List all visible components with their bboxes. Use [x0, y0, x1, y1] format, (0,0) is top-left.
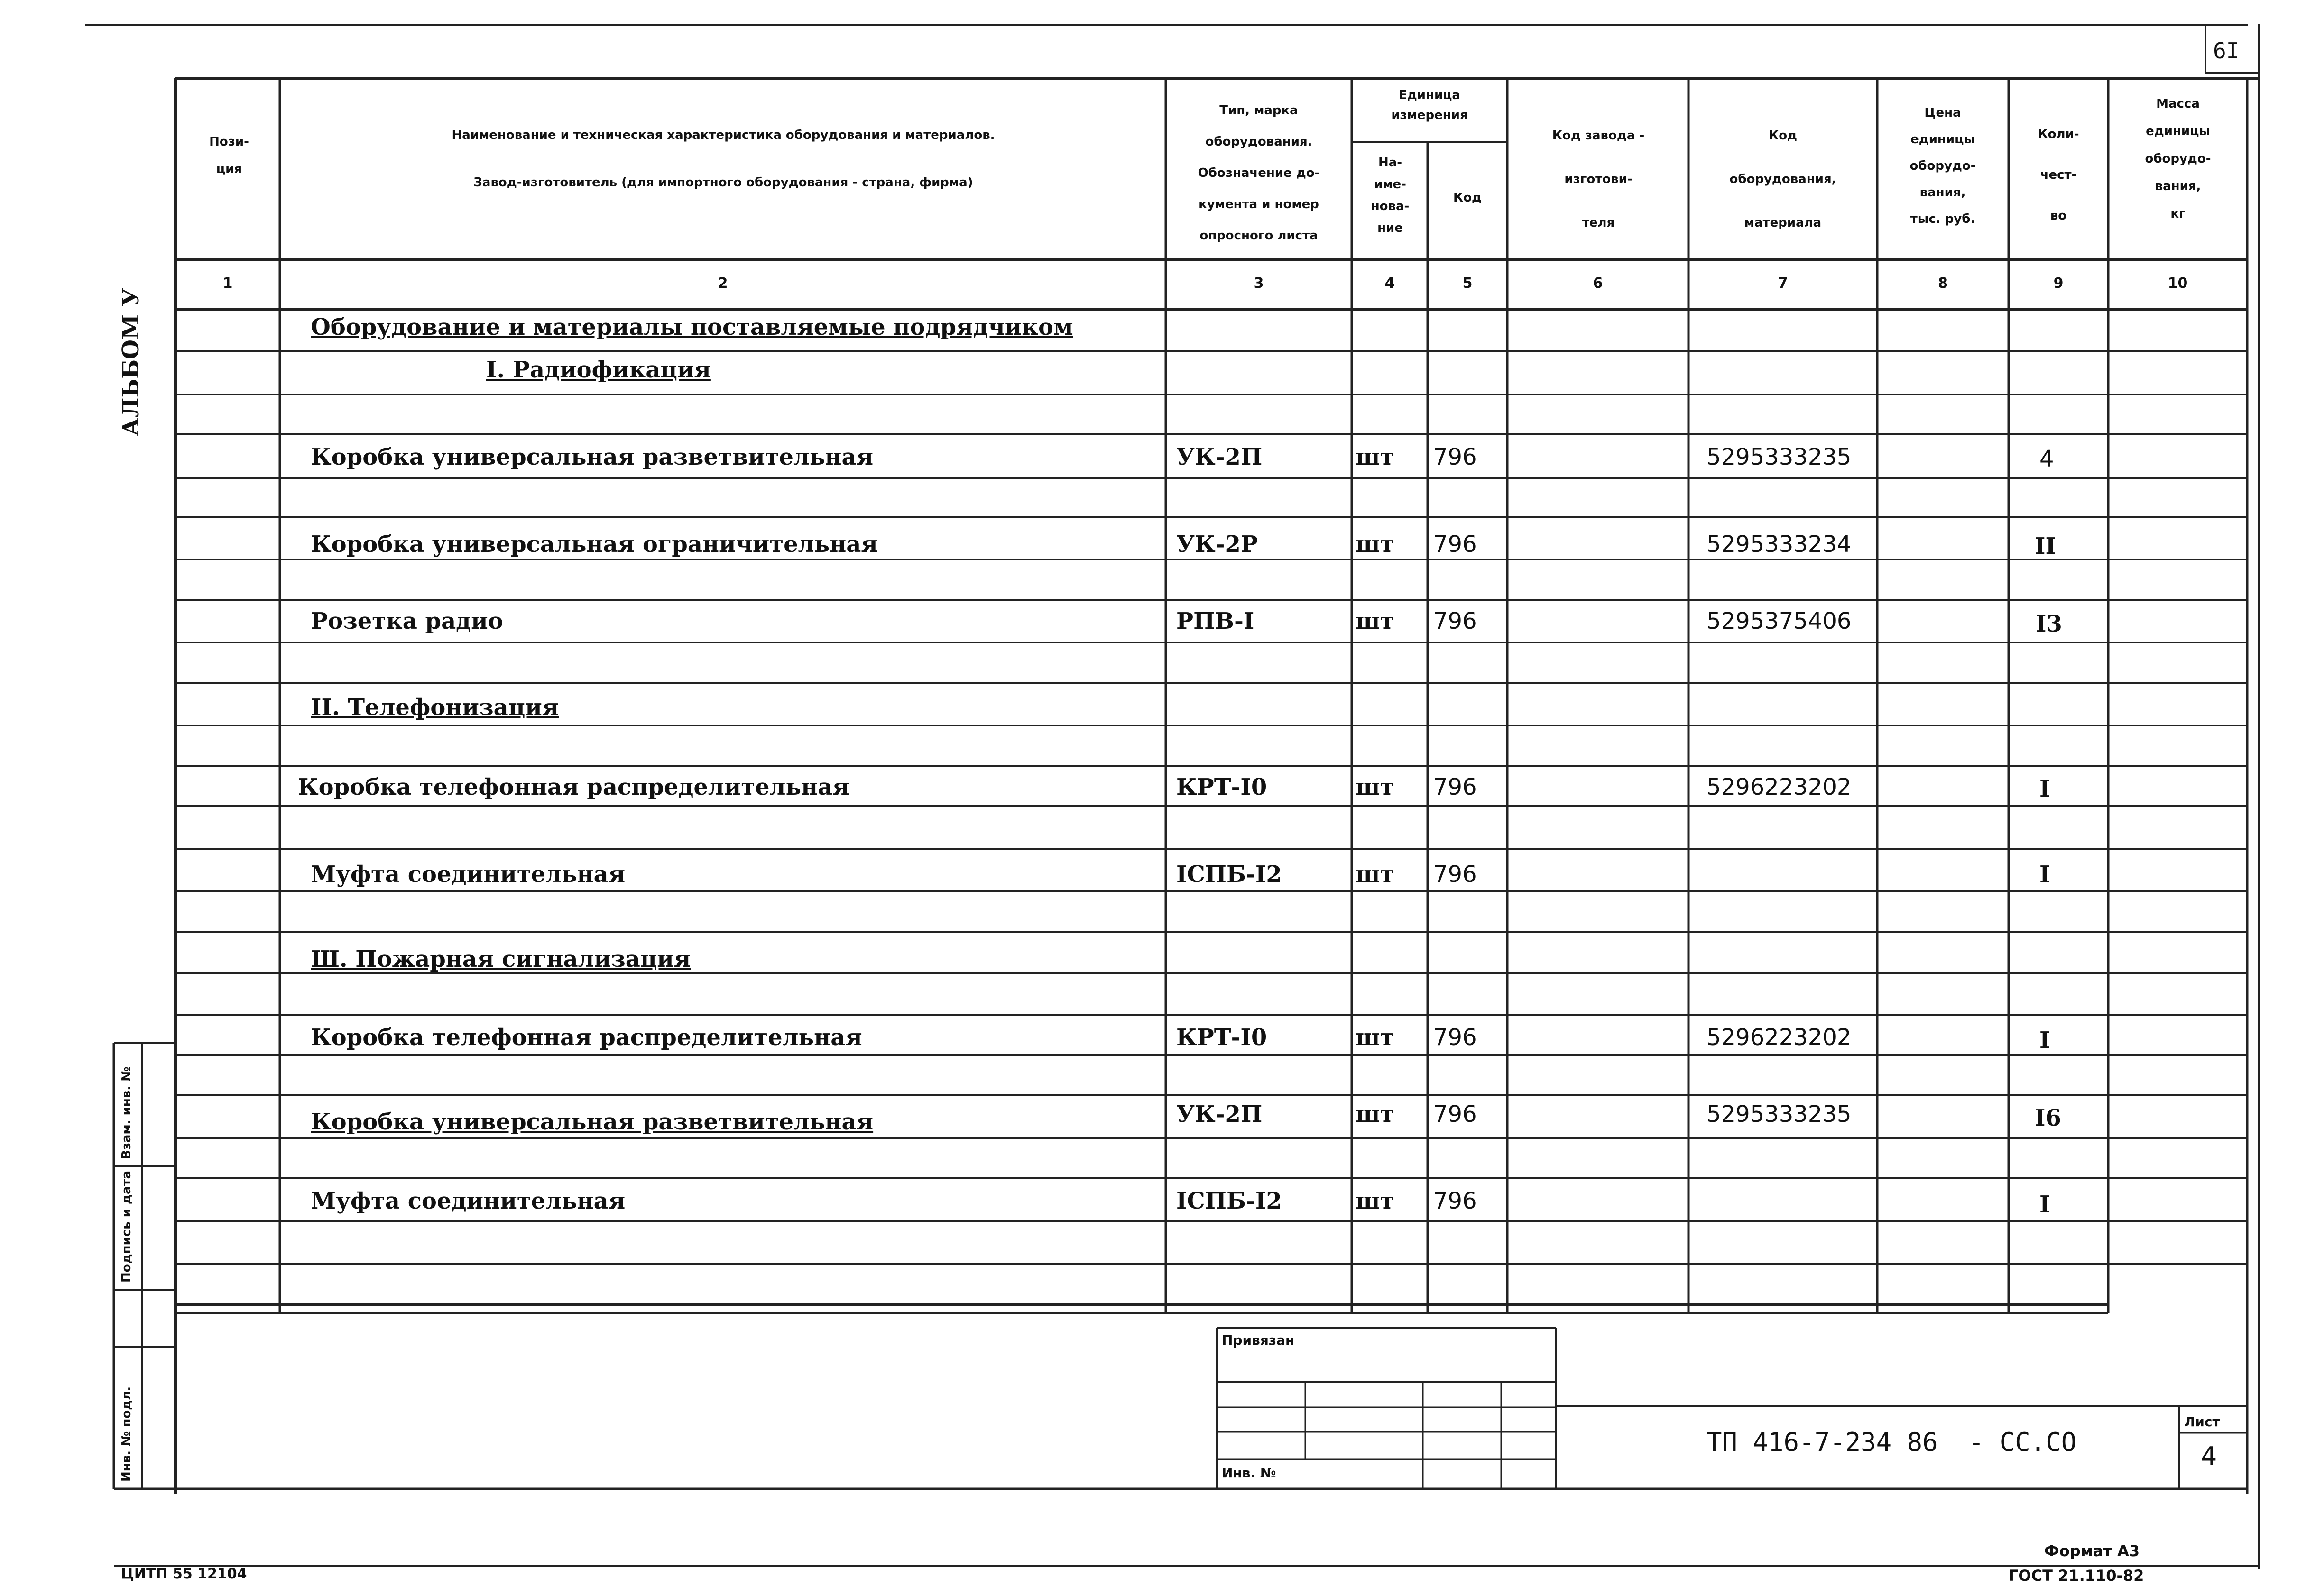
stamp-inv-label: Инв. №: [1222, 1465, 1276, 1481]
header-unit-name: На- име- нова- ние: [1371, 156, 1410, 235]
table-row-unit: шт: [1356, 774, 1394, 800]
sheet-label: Лист: [2184, 1414, 2220, 1430]
table-row-quantity: I: [2039, 1191, 2050, 1218]
table-row-unit-code: 796: [1433, 861, 1477, 888]
table-row-type: КРТ-I0: [1176, 774, 1267, 800]
header-price: Цена единицы оборудо- вания, тыс. руб.: [1909, 106, 1976, 226]
header-name-line2: Завод-изготовитель (для импортного оборудования - страна, фирма): [473, 175, 973, 190]
table-row-name: Муфта соединительная: [311, 1188, 626, 1214]
side-stamp-original-inv: Инв. № подл.: [120, 1386, 134, 1482]
col-number-9: 9: [2053, 275, 2064, 292]
section-heading-contractor: Оборудование и материалы поставляемые подрядчиком: [311, 314, 1073, 340]
col-number-8: 8: [1938, 275, 1948, 292]
col-number-7: 7: [1778, 275, 1788, 292]
table-row-quantity: I6: [2035, 1105, 2061, 1131]
table-row-quantity: 4: [2039, 446, 2054, 472]
table-row-equipment-code: 5295333234: [1706, 531, 1852, 558]
side-stamp-signature-date: Подпись и дата: [120, 1170, 134, 1283]
table-row-unit: шт: [1356, 444, 1394, 470]
col-number-2: 2: [718, 275, 728, 292]
document-designation: ТП 416-7-234 86 - СС.СО: [1706, 1427, 2077, 1457]
footer-left-code: ЦИТП 55 12104: [121, 1566, 247, 1582]
table-row-unit: шт: [1356, 1101, 1394, 1128]
table-row-equipment-code: 5295375406: [1706, 608, 1852, 634]
table-row-quantity: I: [2039, 1027, 2050, 1054]
table-row-name: Розетка радио: [311, 608, 503, 634]
table-row-name: Коробка универсальная ограничительная: [311, 531, 878, 558]
table-row-unit-code: 796: [1433, 774, 1477, 800]
col-number-10: 10: [2168, 275, 2188, 292]
table-row-type: КРТ-I0: [1176, 1024, 1267, 1051]
table-row-unit-code: 796: [1433, 1188, 1477, 1214]
table-row-unit-code: 796: [1433, 444, 1477, 470]
header-quantity: Коли- чест- во: [2038, 127, 2079, 223]
table-row-name: Коробка телефонная распределительная: [311, 1024, 862, 1051]
table-row-name: Коробка телефонная распределительная: [298, 774, 849, 800]
header-name-line1: Наименование и техническая характеристика оборудования и материалов.: [452, 128, 995, 142]
stamp-bound-label: Привязан: [1222, 1332, 1295, 1348]
table-row-equipment-code: 5295333235: [1706, 1101, 1852, 1128]
table-row-unit: шт: [1356, 861, 1394, 888]
table-row-unit-code: 796: [1433, 608, 1477, 634]
table-row-unit: шт: [1356, 1024, 1394, 1051]
table-row-quantity: I3: [2036, 611, 2062, 637]
table-row-type: IСПБ-I2: [1176, 1188, 1282, 1214]
col-number-6: 6: [1593, 275, 1603, 292]
section-heading-radio: I. Радиофикация: [486, 357, 711, 383]
table-row-name: Коробка универсальная разветвительная: [311, 1109, 874, 1135]
top-sheet-number: 6I: [2213, 38, 2240, 64]
table-row-type: УК-2Р: [1176, 531, 1258, 558]
table-row-equipment-code: 5296223202: [1706, 1024, 1852, 1051]
table-row-type: РПВ-I: [1176, 608, 1254, 634]
table-row-quantity: I: [2039, 776, 2050, 802]
table-row-name: Муфта соединительная: [311, 861, 626, 888]
sheet-number: 4: [2201, 1441, 2217, 1471]
header-unit-code: Код: [1453, 191, 1482, 205]
col-number-5: 5: [1462, 275, 1473, 292]
table-row-unit-code: 796: [1433, 1024, 1477, 1051]
table-row-unit: шт: [1356, 531, 1394, 558]
footer-gost: ГОСТ 21.110-82: [2009, 1567, 2144, 1585]
table-row-equipment-code: 5295333235: [1706, 444, 1852, 470]
header-position: Пози- ция: [209, 135, 249, 176]
table-row-type: IСПБ-I2: [1176, 861, 1282, 888]
header-equipment-code: Код оборудования, материала: [1729, 128, 1836, 230]
table-row-equipment-code: 5296223202: [1706, 774, 1852, 800]
section-heading-fire-alarm: Ш. Пожарная сигнализация: [311, 946, 691, 972]
table-row-unit: шт: [1356, 608, 1394, 634]
header-unit-group: Единица измерения: [1391, 88, 1468, 122]
table-row-type: УК-2П: [1176, 1101, 1263, 1128]
header-type: Тип, марка оборудования. Обозначение до- кумента и номер опросного листа: [1198, 103, 1320, 243]
table-row-unit: шт: [1356, 1188, 1394, 1214]
table-row-unit-code: 796: [1433, 1101, 1477, 1128]
footer-format: Формат А3: [2044, 1542, 2140, 1560]
table-row-type: УК-2П: [1176, 444, 1263, 470]
col-number-1: 1: [222, 275, 233, 292]
side-stamp-replacement-inv: Взам. инв. №: [120, 1066, 134, 1159]
album-label: АЛЬБОМ У: [118, 288, 144, 436]
table-row-name: Коробка универсальная разветвительная: [311, 444, 874, 470]
table-row-quantity: I: [2039, 861, 2050, 888]
table-row-quantity: II: [2035, 533, 2056, 560]
header-plant-code: Код завода - изготови- теля: [1552, 128, 1645, 230]
header-mass: Масса единицы оборудо- вания, кг: [2145, 97, 2211, 221]
table-row-unit-code: 796: [1433, 531, 1477, 558]
section-heading-telephone: II. Телефонизация: [311, 694, 559, 721]
col-number-3: 3: [1254, 275, 1264, 292]
col-number-4: 4: [1384, 275, 1395, 292]
